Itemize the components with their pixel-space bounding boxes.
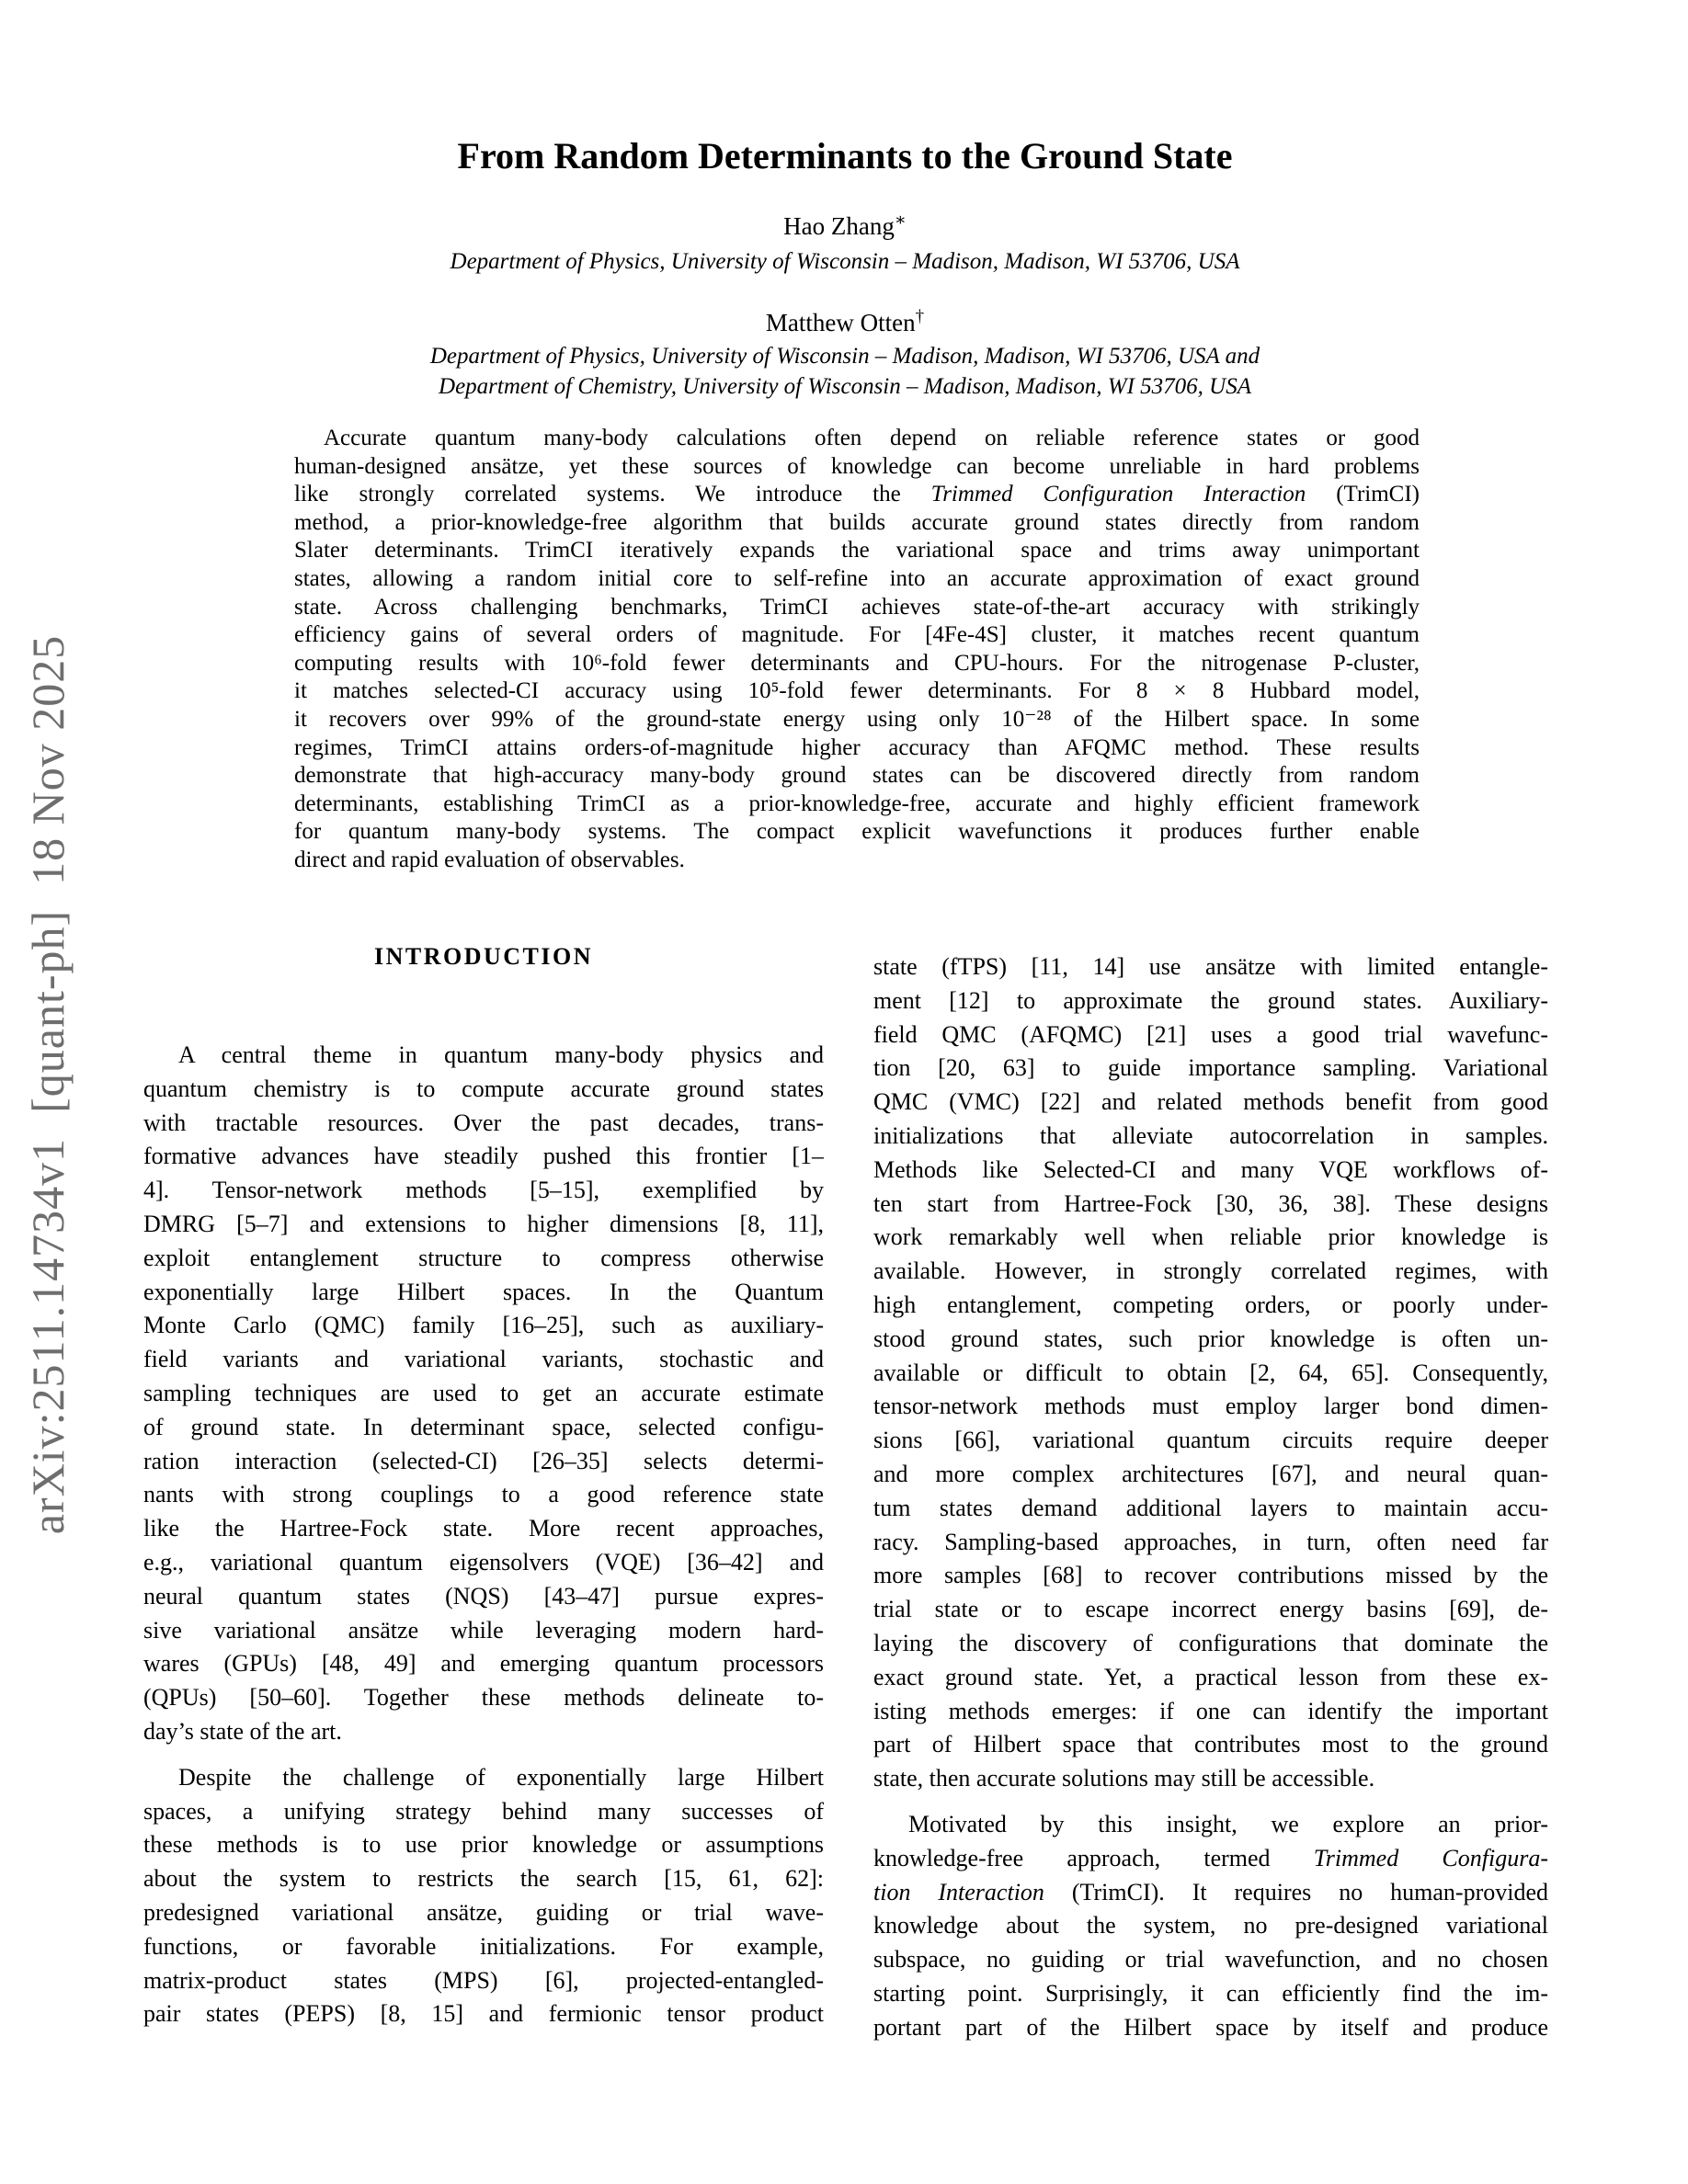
text-line: predesigned variational ansätze, guiding or trial wave- [143, 1898, 824, 1926]
text-line: high entanglement, competing orders, or poorly under- [873, 1291, 1548, 1318]
arxiv-banner: arXiv:2511.14734v1 [quant-ph] 18 Nov 2025 [22, 634, 74, 1535]
text-line: Slater determinants. TrimCI iteratively expands the variational space and trims away unimportant [294, 538, 1420, 563]
paragraph [143, 1761, 824, 2031]
text-line: regimes, TrimCI attains orders-of-magnitude higher accuracy than AFQMC method. These results [294, 734, 1420, 760]
text-line: human-designed ansätze, yet these sources of knowledge can become unreliable in hard problems [294, 453, 1420, 479]
text-line: knowledge-free approach, termed Trimmed Configura- [873, 1844, 1548, 1871]
text-line: like strongly correlated systems. We introduce the Trimmed Configuration Interaction (TrimCI) [294, 482, 1420, 507]
text-line: e.g., variational quantum eigensolvers (VQE) [36–42] and [143, 1548, 824, 1575]
author-name-text: Hao Zhang [783, 212, 895, 240]
author-name-text: Matthew Otten [765, 309, 916, 336]
author-name [143, 307, 1547, 337]
text-line: QMC (VMC) [22] and related methods benefit from good [873, 1088, 1548, 1116]
text-line: part of Hilbert space that contributes most to the ground [873, 1731, 1548, 1758]
text-line: A central theme in quantum many-body physics and [178, 1041, 824, 1068]
text-line: determinants, establishing TrimCI as a prior-knowledge-free, accurate and highly efficient framework [294, 791, 1420, 816]
text-line: more samples [68] to recover contributions missed by the [873, 1562, 1548, 1589]
text-line: about the system to restricts the search [15, 61, 62]: [143, 1865, 824, 1893]
text-line: tion Interaction (TrimCI). It requires no human-provided [873, 1878, 1548, 1905]
text-line: Despite the challenge of exponentially large Hilbert [178, 1763, 824, 1791]
text-line: tion [20, 63] to guide importance sampling. Variational [873, 1054, 1548, 1082]
paragraph [873, 1808, 1548, 2045]
column-right [873, 950, 1548, 2045]
text-line: tum states demand additional layers to maintain accu- [873, 1494, 1548, 1521]
author-name [143, 210, 1547, 241]
text-line: 4]. Tensor-network methods [5–15], exemplified by [143, 1177, 824, 1204]
text-line: trial state or to escape incorrect energy basins [69], de- [873, 1596, 1548, 1623]
author-block-2 [143, 307, 1547, 402]
text-line: (QPUs) [50–60]. Together these methods delineate to- [143, 1684, 824, 1712]
text-line: knowledge about the system, no pre-designed variational [873, 1912, 1548, 1939]
column-left [143, 1039, 824, 2031]
text-line: exponentially large Hilbert spaces. In the Quantum [143, 1278, 824, 1305]
text-line: states, allowing a random initial core to self-refine into an accurate approximation of exact ground [294, 565, 1420, 591]
text-line: direct and rapid evaluation of observables. [294, 847, 685, 872]
text-line: formative advances have steadily pushed this frontier [1– [143, 1143, 824, 1170]
section-heading-introduction: INTRODUCTION [373, 943, 594, 970]
text-line: isting methods emerges: if one can identify the important [873, 1697, 1548, 1724]
text-line: demonstrate that high-accuracy many-body ground states can be discovered directly from random [294, 763, 1420, 789]
text-line: nants with strong couplings to a good reference state [143, 1481, 824, 1508]
text-line: exact ground state. Yet, a practical lesson from these ex- [873, 1663, 1548, 1690]
text-line: racy. Sampling-based approaches, in turn, often need far [873, 1528, 1548, 1555]
text-line: of ground state. In determinant space, selected configu- [143, 1413, 824, 1440]
text-line: these methods is to use prior knowledge or assumptions [143, 1831, 824, 1859]
author-affiliation: Department of Chemistry, University of Wisconsin – Madison, Madison, WI 53706, USA [439, 374, 1251, 399]
text-line: functions, or favorable initializations. For example, [143, 1932, 824, 1960]
text-line: work remarkably well when reliable prior knowledge is [873, 1223, 1548, 1251]
paragraph [143, 1039, 824, 1749]
text-line: exploit entanglement structure to compress otherwise [143, 1244, 824, 1271]
paragraph [294, 425, 1420, 875]
text-line: quantum chemistry is to compute accurate ground states [143, 1075, 824, 1102]
text-line: sampling techniques are used to get an accurate estimate [143, 1379, 824, 1406]
text-line: state, then accurate solutions may still be accessible. [873, 1765, 1375, 1792]
text-line: and more complex architectures [67], and neural quan- [873, 1460, 1548, 1487]
text-line: tensor-network methods must employ larger bond dimen- [873, 1393, 1548, 1420]
text-line: state (fTPS) [11, 14] use ansätze with limited entangle- [873, 953, 1548, 980]
author-block-1 [143, 210, 1547, 277]
text-line: stood ground states, such prior knowledge is often un- [873, 1325, 1548, 1352]
text-line: available. However, in strongly correlated regimes, with [873, 1257, 1548, 1285]
author-affiliation: Department of Physics, University of Wisconsin – Madison, Madison, WI 53706, USA [450, 249, 1240, 274]
text-line: DMRG [5–7] and extensions to higher dimensions [8, 11], [143, 1210, 824, 1237]
text-line: for quantum many-body systems. The compact explicit wavefunctions it produces further enable [294, 819, 1420, 845]
text-line: laying the discovery of configurations that dominate the [873, 1629, 1548, 1656]
text-line: portant part of the Hilbert space by itself and produce [873, 2013, 1548, 2041]
text-line: Accurate quantum many-body calculations often depend on reliable reference states or good [324, 426, 1420, 450]
text-line: spaces, a unifying strategy behind many successes of [143, 1797, 824, 1825]
text-line: ration interaction (selected-CI) [26–35] selects determi- [143, 1447, 824, 1474]
text-line: field variants and variational variants, stochastic and [143, 1346, 824, 1373]
text-line: available or difficult to obtain [2, 64, 65]. Consequently, [873, 1359, 1548, 1386]
text-line: method, a prior-knowledge-free algorithm that builds accurate ground states directly from random [294, 509, 1420, 535]
text-line: day’s state of the art. [143, 1717, 342, 1745]
author-affiliation: Department of Physics, University of Wisconsin – Madison, Madison, WI 53706, USA and [429, 344, 1260, 369]
text-line: initializations that alleviate autocorrelation in samples. [873, 1121, 1548, 1149]
text-line: sive variational ansätze while leveraging modern hard- [143, 1616, 824, 1644]
text-line: matrix-product states (MPS) [6], projected-entangled- [143, 1966, 824, 1994]
text-line: it matches selected-CI accuracy using 10⁵-fold fewer determinants. For 8 × 8 Hubbard model, [294, 678, 1420, 704]
text-line: pair states (PEPS) [8, 15] and fermionic tensor product [143, 2000, 824, 2028]
text-line: efficiency gains of several orders of magnitude. For [4Fe-4S] cluster, it matches recent quantum [294, 622, 1420, 648]
text-line: state. Across challenging benchmarks, TrimCI achieves state-of-the-art accuracy with strikingly [294, 594, 1420, 620]
text-line: ten start from Hartree-Fock [30, 36, 38]. These designs [873, 1189, 1548, 1217]
text-line: sions [66], variational quantum circuits require deeper [873, 1427, 1548, 1454]
affiliation-group [143, 341, 1547, 402]
text-line: with tractable resources. Over the past decades, trans- [143, 1109, 824, 1136]
text-line: neural quantum states (NQS) [43–47] pursue expres- [143, 1582, 824, 1610]
text-line: Methods like Selected-CI and many VQE workflows of- [873, 1155, 1548, 1183]
text-line: ment [12] to approximate the ground states. Auxiliary- [873, 986, 1548, 1014]
paragraph [873, 950, 1548, 1796]
text-line: Monte Carlo (QMC) family [16–25], such as auxiliary- [143, 1312, 824, 1339]
paper-title: From Random Determinants to the Ground State [457, 135, 1233, 176]
text-line: subspace, no guiding or trial wavefunction, and no chosen [873, 1946, 1548, 1974]
text-line: Motivated by this insight, we explore an prior- [908, 1810, 1548, 1837]
abstract-text [294, 425, 1420, 875]
text-line: field QMC (AFQMC) [21] uses a good trial wavefunc- [873, 1020, 1548, 1048]
text-line: like the Hartree-Fock state. More recent approaches, [143, 1515, 824, 1542]
footnote-mark-asterisk: ∗ [894, 210, 907, 230]
text-line: wares (GPUs) [48, 49] and emerging quantum processors [143, 1650, 824, 1678]
text-line: starting point. Surprisingly, it can efficiently find the im- [873, 1979, 1548, 2007]
text-line: it recovers over 99% of the ground-state energy using only 10⁻²⁸ of the Hilbert space. In some [294, 706, 1420, 732]
footnote-mark-dagger: † [915, 307, 925, 326]
text-line: computing results with 10⁶-fold fewer determinants and CPU-hours. For the nitrogenase P-cluster, [294, 650, 1420, 676]
